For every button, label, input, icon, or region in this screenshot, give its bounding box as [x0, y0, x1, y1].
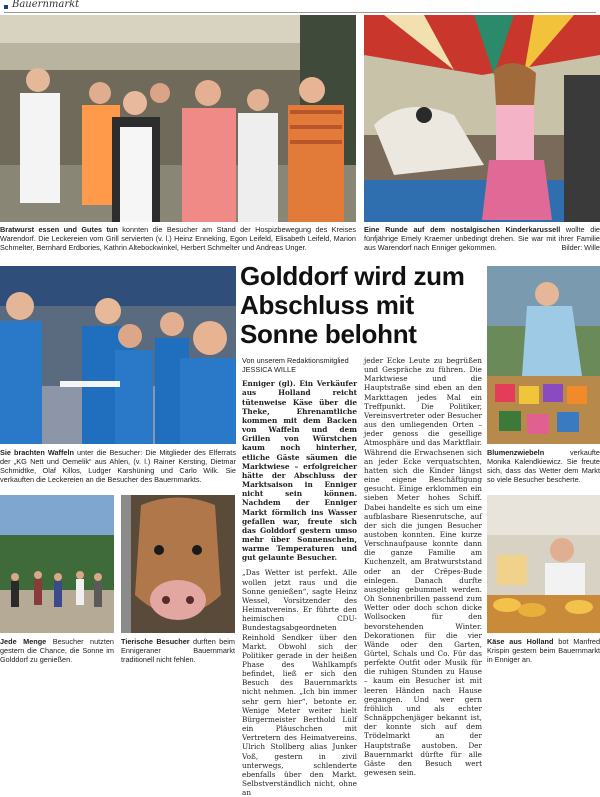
byline-line2: JESSICA WILLE [242, 365, 296, 375]
body-text-col1: „Das Wetter ist perfekt. Alle wollen jetzt raus und die Sonne genießen“, sagte Heinz Wessel, Vorsitzender des Heimatvereins. Er führte den heimischen CDU-Bundestagsabgeordneten Reinhold Sendker über den Markt. Obwohl sich der Politiker gerade in der heißen Phase des Wahlkampfs befindet, ließ er sich den Besuch des Bauernmarkts nicht nehmen. „Ich bin immer sehr gern hier“, betonte er. Wenige Meter weiter hielt Bürgermeister Berthold Lülf ein Pläuschchen mit Vertretern des Heimatvereins. Ulrich Stollberg alias Junker Voß, gestern in zivil unterwegs, schlenderte ebenfalls über den Markt. Selbstverständlich nicht, ohne an [242, 568, 357, 797]
caption-blumenzwiebeln-bold: Blumenzwiebeln [487, 448, 545, 457]
photo-bratwurst-stand [0, 15, 356, 222]
section-title: Bauernmarkt [12, 0, 80, 10]
article-headline: Golddorf wird zum Abschluss mit Sonne belohnt [240, 261, 465, 349]
body-text-col2: jeder Ecke Leute zu begrüßen und Gespräche zu führen. Die Marktwiese und die Hauptstraße sind eben an den Markttagen jedes Mal ein Treffpunkt. Die Politiker, Vereinsvertreter oder Besucher aus den umliegenden Orten – jeder genoss die gesellige Atmosphäre und das Marktflair. Während die Erwachsenen sich an jeder Ecke verquatschten, hatten sich die Kinder längst eine eigene Beschäftigung gesucht. Einige erklommen ein sieben Meter hohes Schiff. Dabei handelte es sich um eine aufblasbare Riesenrutsche, auf der sich die jungen Besucher austoben konnten. Eine kurze Verschnaufpause konnte dann die ganze Familie am Kuchenzelt, am Bratwurststand oder an der Crêpes-Bude einlegen. Danach durfte ausgiebig gebummelt werden. Oh Sonnenbrillen passend zum Wetter oder doch schon dicke Wollsocken für den bevorstehenden Winter. Dekorationen für die vier Wände oder den Garten, Gürtel, Schals und Co. Für das perfekte Outfit oder Musik für die ruhigen Stunden zu Hause – kaum ein Besucher ist mit leeren Händen nach Hause gegangen. Und wer gern fröhlich und als echter Schnäppchenjäger bekannt ist, der konnte sich auf dem Trödelmarkt an der Hauptstraße austoben. Der Bauernmarkt dürfte für alle Gäste den Besuch wert gewesen sein. [364, 356, 482, 778]
caption-calf-text: durften beim Ennigeraner Bauernmarkt traditionell nicht fehlen. [121, 637, 235, 664]
photo-waffeln [0, 266, 236, 444]
caption-carousel [364, 225, 600, 252]
caption-kaese-bold: Käse aus Holland [487, 637, 554, 646]
photo-calf [121, 495, 235, 633]
caption-blumenzwiebeln [487, 448, 600, 484]
photo-credit: Bilder: Wille [561, 243, 600, 252]
caption-crowd-text: Besucher nutzten gestern die Chance, die Sonne im Golddorf zu genießen. [0, 637, 114, 664]
caption-carousel-text: wollte die fünfjährige Emely Kraemer unbedingt drehen. Sie war mit ihrer Familie aus Warendorf nach Enniger gekommen. [364, 225, 600, 252]
section-rule [4, 12, 596, 13]
caption-waffeln-bold: Sie brachten Waffeln [0, 448, 74, 457]
photo-carousel [364, 15, 600, 222]
caption-crowd [0, 637, 114, 664]
lead-dateline: Enniger (gl). [242, 379, 296, 389]
byline-line1: Von unserem Redaktionsmitglied [242, 356, 349, 365]
caption-calf-bold: Tierische Besucher [121, 637, 190, 646]
caption-waffeln [0, 448, 236, 484]
caption-kaese-text: bot Manfred Krispin gestern beim Bauernmarkt in Enniger an. [487, 637, 600, 664]
photo-kaese [487, 495, 600, 633]
caption-crowd-bold: Jede Menge [0, 637, 47, 646]
caption-carousel-bold: Eine Runde auf dem nostalgischen Kinderkarussell [364, 225, 561, 234]
article-column-1 [242, 356, 357, 797]
section-marker [4, 5, 8, 9]
caption-bratwurst-text: konnten die Besucher am Stand der Hospizbewegung des Kreises Warendorf. Die Leckereien vom Grill servierten (v. l.) Heinz Enneking, Egon Leifeld, Elisabeth Leifeld, Marion Schmelter, Bernhard Erdbories, Kathrin Altebockwinkel, Herbert Schmelter und Andreas Unger. [0, 225, 356, 252]
caption-kaese [487, 637, 600, 664]
caption-waffeln-text: unter die Besucher: Die Mitglieder des Elferrats der „KG Nett und Oemelik“ aus Ahlen, (v. l.) Rainer Kersting, Dietmar Schmidtke, Olaf Killos, Ludger Karshüning und Carlo Wilk. Sie verkauften die Leckereien an die Besucher des Bauernmarkts. [0, 448, 236, 484]
caption-calf [121, 637, 235, 664]
article-column-2 [364, 356, 482, 777]
section-header [4, 0, 596, 12]
lead-text: Ein Verkäufer aus Holland reicht tütenweise Käse über die Theke, Ehrenamtliche kommen mit dem Backen von Waffeln und dem Grillen von Würstchen kaum noch hinterher, etliche Gäste säumen die Marktwiese – erfolgreicher hätte der Abschluss der Marktsaison in Enniger nicht sein können. Nachdem der Enniger Markt förmlich ins Wasser gefallen war, freute sich das Golddorf gestern umso mehr über Sonnenschein, warme Temperaturen und gut gelaunte Besucher. [242, 379, 357, 563]
caption-bratwurst-bold: Bratwurst essen und Gutes tun [0, 225, 118, 234]
caption-blumenzwiebeln-text: verkaufte Monika Kalendkiewicz. Sie freute sich, dass das Wetter dem Markt so viele Besucher bescherte. [487, 448, 600, 484]
photo-blumenzwiebeln [487, 266, 600, 444]
caption-bratwurst [0, 225, 356, 252]
photo-crowd [0, 495, 114, 633]
